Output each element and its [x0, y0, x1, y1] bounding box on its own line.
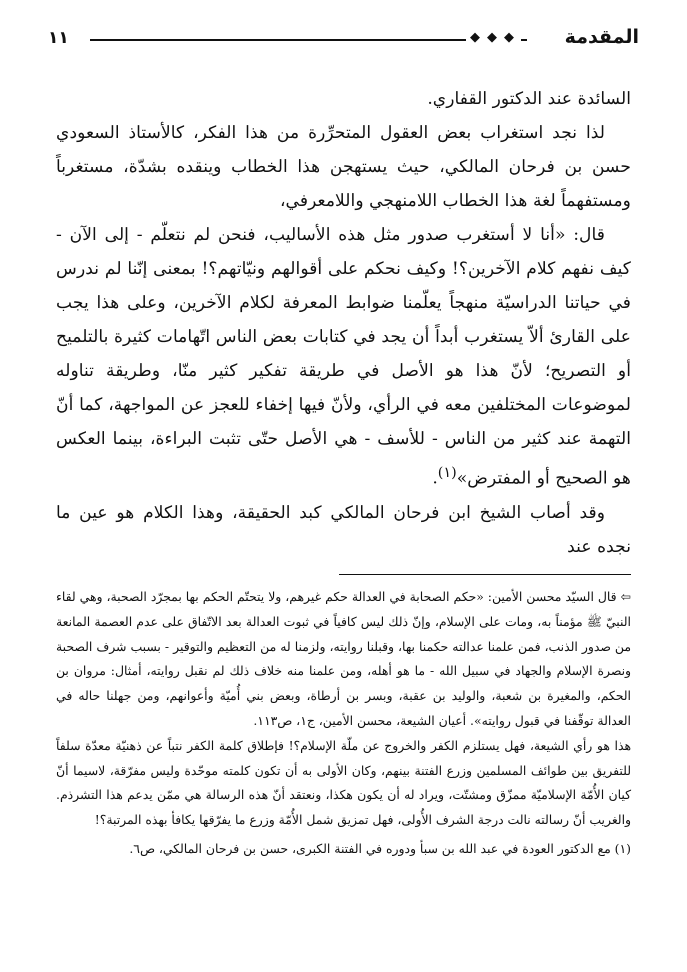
quote-text: قال: «أنا لا أستغرب صدور مثل هذه الأساليب، فنحن لم نتعلّم - إلى الآن - كيف نفهم كلام الآخرين؟! وكيف نحكم على أقوالهم ونيّاتهم؟! بمعنى إنّنا لم ندرس في حياتنا الدراسيّة منهجاً يعلّمنا ضوابط المعرفة لكلام الآخرين، وعلى هذا يجب على القارئ ألاّ يستغرب أبداً أن يجد في كتابات بعض الناس اتّهامات كثيرة بالتلميح أو التصريح؛ لأنّ هذا هو الأصل في طريقة تفكير كثير منّا، وطريقة تناوله لموضوعات المختلفين معه في الرأي، ولأنّ فيها إخفاء للعجز عن المواجهة، كما أنّ التهمة عند كثير من الناس - للأسف - هي الأصل حتّى تثبت البراءة، بينما العكس هو الصحيح أو المفترض» — [56, 225, 631, 489]
page-number: ١١ — [48, 28, 69, 48]
diamond-ornament-icon: ◆◆◆ — [466, 30, 521, 45]
footnote-1: (١) مع الدكتور العودة في عبد الله بن سبأ ودوره في الفتنة الكبرى، حسن بن فرحان المالكي، ص٦. — [129, 840, 631, 856]
paragraph-3 — [56, 218, 631, 496]
paragraph-4: وقد أصاب الشيخ ابن فرحان المالكي كبد الحقيقة، وهذا الكلام هو عين ما نجده عند — [56, 502, 631, 557]
paragraph-1: السائدة عند الدكتور القفاري. — [427, 89, 631, 109]
note-continued — [56, 585, 631, 734]
footnote-ref: (١) — [437, 465, 457, 481]
quote-end: . — [432, 468, 438, 489]
chapter-title: المقدمة — [564, 26, 639, 48]
header-rule — [90, 39, 527, 41]
continuation-arrow-icon: ⇦ — [620, 589, 631, 604]
paragraph-2: لذا نجد استغراب بعض العقول المتحرِّرة من هذا الفكر، كالأستاذ السعودي حسن بن فرحان المالكي، حيث يستهجن هذا الخطاب وينقده بشدّة، مستغرباً ومستفهماً لغة هذا الخطاب اللامنهجي واللامعرفي، — [56, 123, 631, 211]
footnote-separator — [339, 574, 631, 575]
footnotes — [56, 585, 631, 862]
note-1-text: قال السيّد محسن الأمين: «حكم الصحابة في العدالة حكم غيرهم، ولا يتحتّم الحكم بها بمجرّد الصحبة، وهي لقاء النبيّ ﷺ مؤمناً به، ومات على الإسلام، وإنّ ذلك ليس كافياً في ثبوت العدالة بعد الاتّفاق على عدم العصمة المانعة من صدور الذنب، فمن علمنا عدالته حكمنا بها، وقبلنا روايته، ولزمنا له من التعظيم والتوقير - بسبب شرف الصحبة ونصرة الإسلام والجهاد في سبيل الله - ما هو أهله، ومن علمنا منه خلاف ذلك لم نقبل روايته، أمثال: مروان بن الحكم، والمغيرة بن شعبة، والوليد بن عقبة، وبسر بن أرطاة، وبعض بني أُميّة وأعوانهم، ومن جهلنا حاله في العدالة توقّفنا في قبول روايته». أعيان الشيعة، محسن الأمين، ج١، ص١١٣. — [56, 589, 631, 728]
main-text — [56, 82, 631, 564]
note-2: هذا هو رأي الشيعة، فهل يستلزم الكفر والخروج عن ملّة الإسلام؟! فإطلاق كلمة الكفر نتباً عن ذهنيّة معدّة سلفاً للتفريق بين طوائف المسلمين وزرع الفتنة بينهم، وكان الأولى به أن تكون كلمته موحّدة وليس مفرّقة، لاسيما أنّ كيان الأُمّة الإسلاميّة ممزّق ومشتّت، ويراد له أن يكون هكذا، ونعتقد أنّ هذه الرسالة هي ممّن يدعم هذا التشرذم. والغريب أنّ رسالته نالت درجة الشرف الأُولى، فهل تمزيق شمل الأُمّة وزرع ما يفرّقها يكافأ بهذه المرتبة؟! — [56, 737, 631, 828]
running-header — [48, 28, 639, 52]
